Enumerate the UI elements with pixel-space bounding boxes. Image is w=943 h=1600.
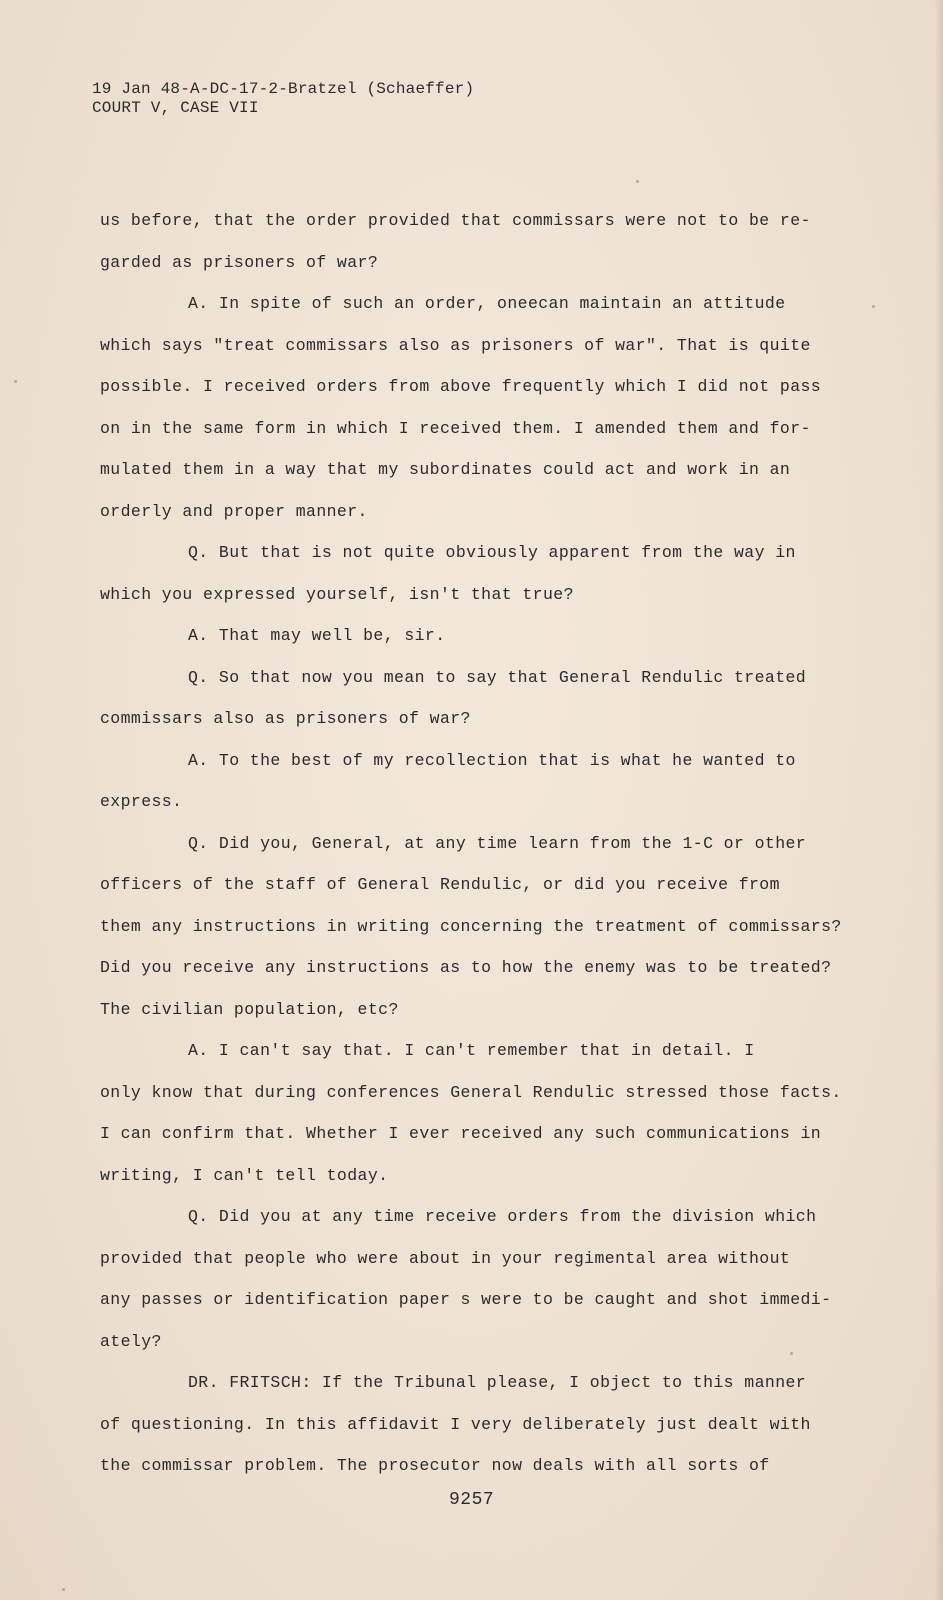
transcript-line: the commissar problem. The prosecutor now deals with all sorts of [100,1456,770,1475]
transcript-line: Q. So that now you mean to say that General Rendulic treated [188,667,807,687]
transcript-line: orderly and proper manner. [100,501,368,521]
transcript-line: Q. Did you at any time receive orders from the division which [188,1207,817,1226]
transcript-line: A. To the best of my recollection that is what he wanted to [188,750,796,770]
transcript-line: A. I can't say that. I can't remember that in detail. I [188,1041,755,1060]
paper-speck [62,1588,65,1591]
paper-speck [872,305,875,308]
header-court-line: COURT V, CASE VII [92,99,259,117]
header-docket-line: 19 Jan 48-A-DC-17-2-Bratzel (Schaeffer) [92,80,475,98]
transcript-line: on in the same form in which I received them. I amended them and for- [100,418,811,438]
paper-speck [790,1352,793,1355]
paper-speck [636,180,639,183]
transcript-line: only know that during conferences General Rendulic stressed those facts. [100,1082,842,1102]
transcript-line: Q. But that is not quite obviously apparent from the way in [188,543,796,562]
transcript-line: them any instructions in writing concerning the treatment of commissars? [100,916,842,936]
transcript-body [100,200,860,1487]
page-edge-shadow [935,0,943,1600]
transcript-line: A. That may well be, sir. [188,626,446,645]
transcript-line: DR. FRITSCH: If the Tribunal please, I object to this manner [188,1373,807,1392]
transcript-line: Did you receive any instructions as to how the enemy was to be treated? [100,958,832,977]
transcript-line: possible. I received orders from above frequently which I did not pass [100,377,822,396]
transcript-line: express. [100,792,183,811]
transcript-line: provided that people who were about in your regimental area without [100,1248,791,1268]
transcript-line: A. In spite of such an order, oneecan maintain an attitude [188,294,786,313]
transcript-line: which says "treat commissars also as prisoners of war". That is quite [100,335,811,355]
document-header [92,80,474,118]
transcript-line: I can confirm that. Whether I ever received any such communications in [100,1124,822,1143]
transcript-line: mulated them in a way that my subordinates could act and work in an [100,460,791,479]
transcript-line: of questioning. In this affidavit I very deliberately just dealt with [100,1414,811,1434]
transcript-line: ately? [100,1331,162,1351]
transcript-line: officers of the staff of General Rendulic, or did you receive from [100,875,780,894]
page-number: 9257 [449,1490,495,1510]
transcript-line: garded as prisoners of war? [100,252,379,272]
transcript-line: commissars also as prisoners of war? [100,709,471,728]
transcript-line: any passes or identification paper s were to be caught and shot immedi- [100,1290,832,1309]
transcript-line: Q. Did you, General, at any time learn from the 1-C or other [188,833,807,853]
transcript-line: us before, that the order provided that commissars were not to be re- [100,211,811,230]
transcript-line: which you expressed yourself, isn't that true? [100,584,574,604]
transcript-line: The civilian population, etc? [100,999,399,1019]
transcript-line: writing, I can't tell today. [100,1165,389,1185]
paper-speck [14,380,17,383]
